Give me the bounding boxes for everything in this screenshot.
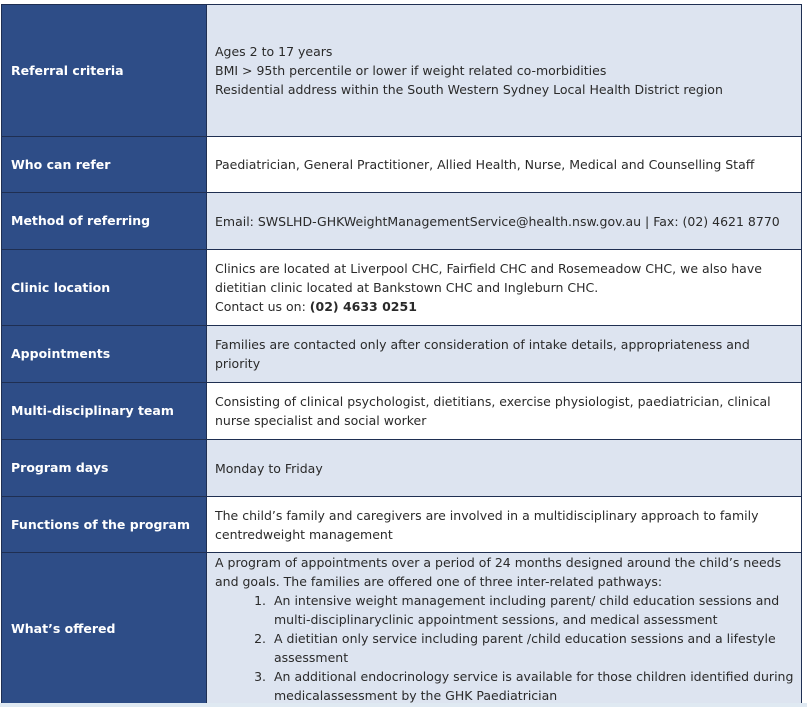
pathway-list [215, 591, 795, 705]
row-label: Functions of the program [2, 497, 207, 553]
table-row [2, 497, 802, 553]
offered-intro: A program of appointments over a period of 24 months designed around the child’s needs and goals. The families are offered one of three inter-related pathways: [215, 555, 782, 589]
table-row [2, 5, 802, 137]
row-label: Referral criteria [2, 5, 207, 137]
table-row [2, 250, 802, 326]
pathway-item: 1. An intensive weight management including parent/ child education sessions and multi-disciplinaryclinic appointment sessions, and medical assessment [270, 591, 795, 629]
table-row [2, 137, 802, 193]
criteria-bmi: BMI > 95th percentile or lower if weight related co-morbidities [215, 63, 607, 78]
table-row [2, 553, 802, 706]
clinic-location-value [207, 250, 802, 326]
row-label: Program days [2, 440, 207, 497]
service-info-table [1, 4, 802, 706]
contact-line [215, 297, 795, 316]
row-label: Method of referring [2, 193, 207, 250]
clinic-location-text: Clinics are located at Liverpool CHC, Fairfield CHC and Rosemeadow CHC, we also have dietitian clinic located at Bankstown CHC and Ingleburn CHC. [215, 261, 762, 295]
contact-prefix: Contact us on: [215, 299, 310, 314]
row-label: Appointments [2, 326, 207, 383]
referral-criteria-value [207, 5, 802, 137]
program-days-value: Monday to Friday [207, 440, 802, 497]
team-value: Consisting of clinical psychologist, dietitians, exercise physiologist, paediatrician, clinical nurse specialist and social worker [207, 383, 802, 440]
row-label: Multi-disciplinary team [2, 383, 207, 440]
table-row [2, 440, 802, 497]
pathway-item: 3. An additional endocrinology service is available for those children identified during medicalassessment by the GHK Paediatrician [270, 667, 795, 705]
table-row [2, 326, 802, 383]
table-row [2, 383, 802, 440]
row-label: Who can refer [2, 137, 207, 193]
functions-value: The child’s family and caregivers are involved in a multidisciplinary approach to family centredweight management [207, 497, 802, 553]
pathway-item: 2. A dietitian only service including parent /child education sessions and a lifestyle assessment [270, 629, 795, 667]
row-label: What’s offered [2, 553, 207, 706]
contact-phone: (02) 4633 0251 [309, 299, 417, 314]
row-label: Clinic location [2, 250, 207, 326]
criteria-residence: Residential address within the South Western Sydney Local Health District region [215, 82, 723, 97]
whats-offered-value [207, 553, 802, 706]
referral-method-value: Email: SWSLHD-GHKWeightManagementService@health.nsw.gov.au | Fax: (02) 4621 8770 [207, 193, 802, 250]
criteria-age: Ages 2 to 17 years [215, 44, 333, 59]
bottom-divider [0, 703, 807, 707]
who-can-refer-value: Paediatrician, General Practitioner, Allied Health, Nurse, Medical and Counselling Staff [207, 137, 802, 193]
appointments-value: Families are contacted only after consideration of intake details, appropriateness and priority [207, 326, 802, 383]
table-row [2, 193, 802, 250]
